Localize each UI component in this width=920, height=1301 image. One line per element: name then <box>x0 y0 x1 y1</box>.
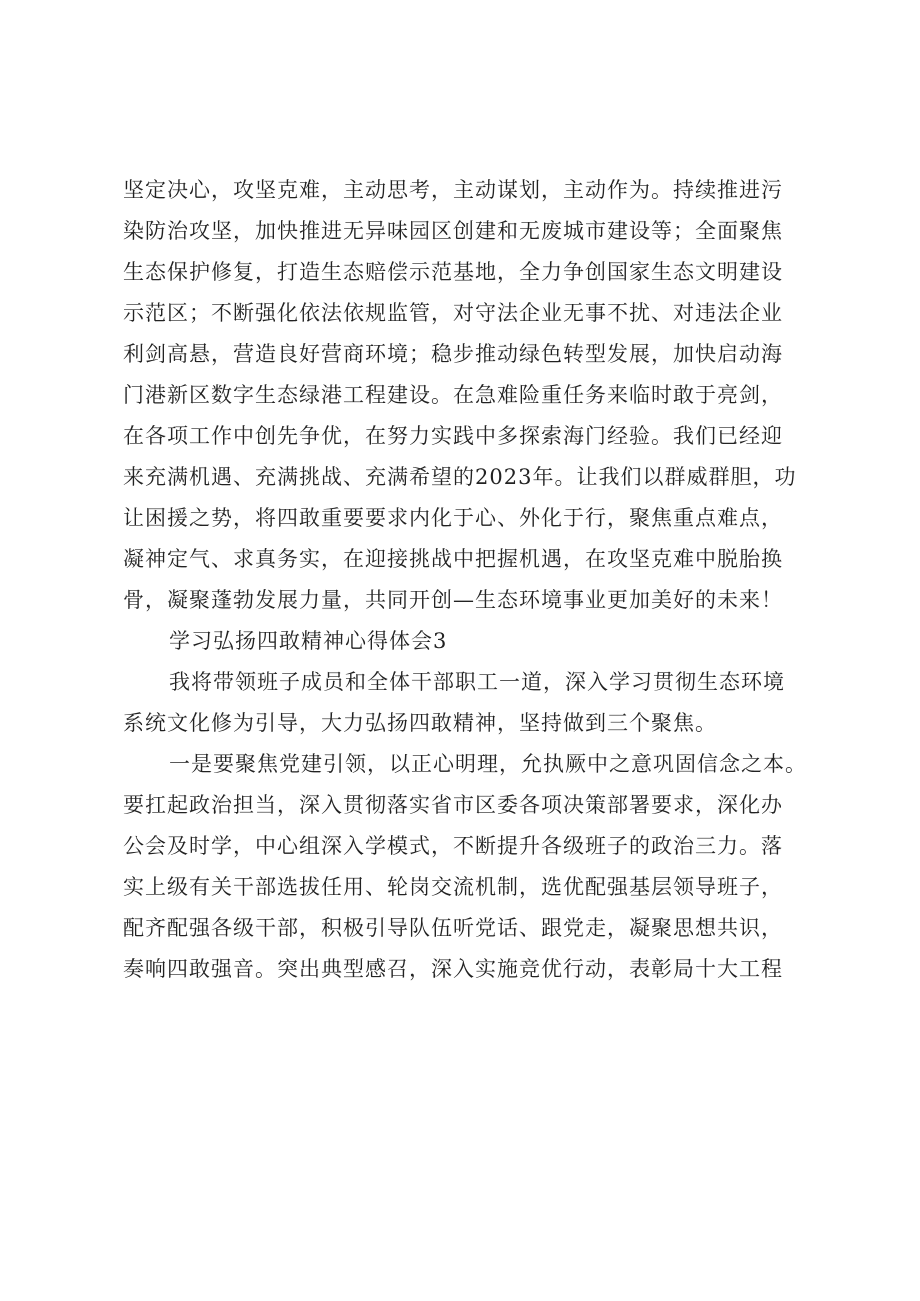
body-line: 门港新区数字生态绿港工程建设。在急难险重任务来临时敢于亮剑， <box>123 383 783 407</box>
body-line: 系统文化修为引导，大力弘扬四敢精神，坚持做到三个聚焦。 <box>123 711 717 735</box>
paragraph-first-line: 一是要聚焦党建引领，以正心明理，允执厥中之意巩固信念之本。 <box>169 752 807 776</box>
body-line: 要扛起政治担当，深入贯彻落实省市区委各项决策部署要求，深化办 <box>123 793 783 817</box>
body-line: 骨，凝聚蓬勃发展力量，共同开创—生态环境事业更加美好的未来！ <box>123 588 783 612</box>
body-line: 公会及时学，中心组深入学模式，不断提升各级班子的政治三力。落 <box>123 834 783 858</box>
body-line: 利剑高悬，营造良好营商环境；稳步推动绿色转型发展，加快启动海 <box>123 342 783 366</box>
body-line: 奏响四敢强音。突出典型感召，深入实施竞优行动，表彰局十大工程 <box>123 957 783 981</box>
body-line: 来充满机遇、充满挑战、充满希望的2023年。让我们以群威群胆，功 <box>123 465 797 489</box>
body-line: 染防治攻坚，加快推进无异味园区创建和无废城市建设等；全面聚焦 <box>123 219 783 243</box>
body-line: 凝神定气、求真务实，在迎接挑战中把握机遇，在攻坚克难中脱胎换 <box>123 547 783 571</box>
section-heading: 学习弘扬四敢精神心得体会3 <box>169 629 448 653</box>
body-line: 实上级有关干部选拔任用、轮岗交流机制，选优配强基层领导班子， <box>123 875 783 899</box>
body-line: 让困援之势，将四敢重要要求内化于心、外化于行，聚焦重点难点， <box>123 506 783 530</box>
body-line: 在各项工作中创先争优，在努力实践中多探索海门经验。我们已经迎 <box>123 424 783 448</box>
body-line: 坚定决心，攻坚克难，主动思考，主动谋划，主动作为。持续推进污 <box>123 178 783 202</box>
document-body <box>123 170 843 990</box>
body-line: 配齐配强各级干部，积极引导队伍听党话、跟党走，凝聚思想共识， <box>123 916 783 940</box>
paragraph-first-line: 我将带领班子成员和全体干部职工一道，深入学习贯彻生态环境 <box>169 670 785 694</box>
body-line: 示范区；不断强化依法依规监管，对守法企业无事不扰、对违法企业 <box>123 301 783 325</box>
body-line: 生态保护修复，打造生态赔偿示范基地，全力争创国家生态文明建设 <box>123 260 783 284</box>
